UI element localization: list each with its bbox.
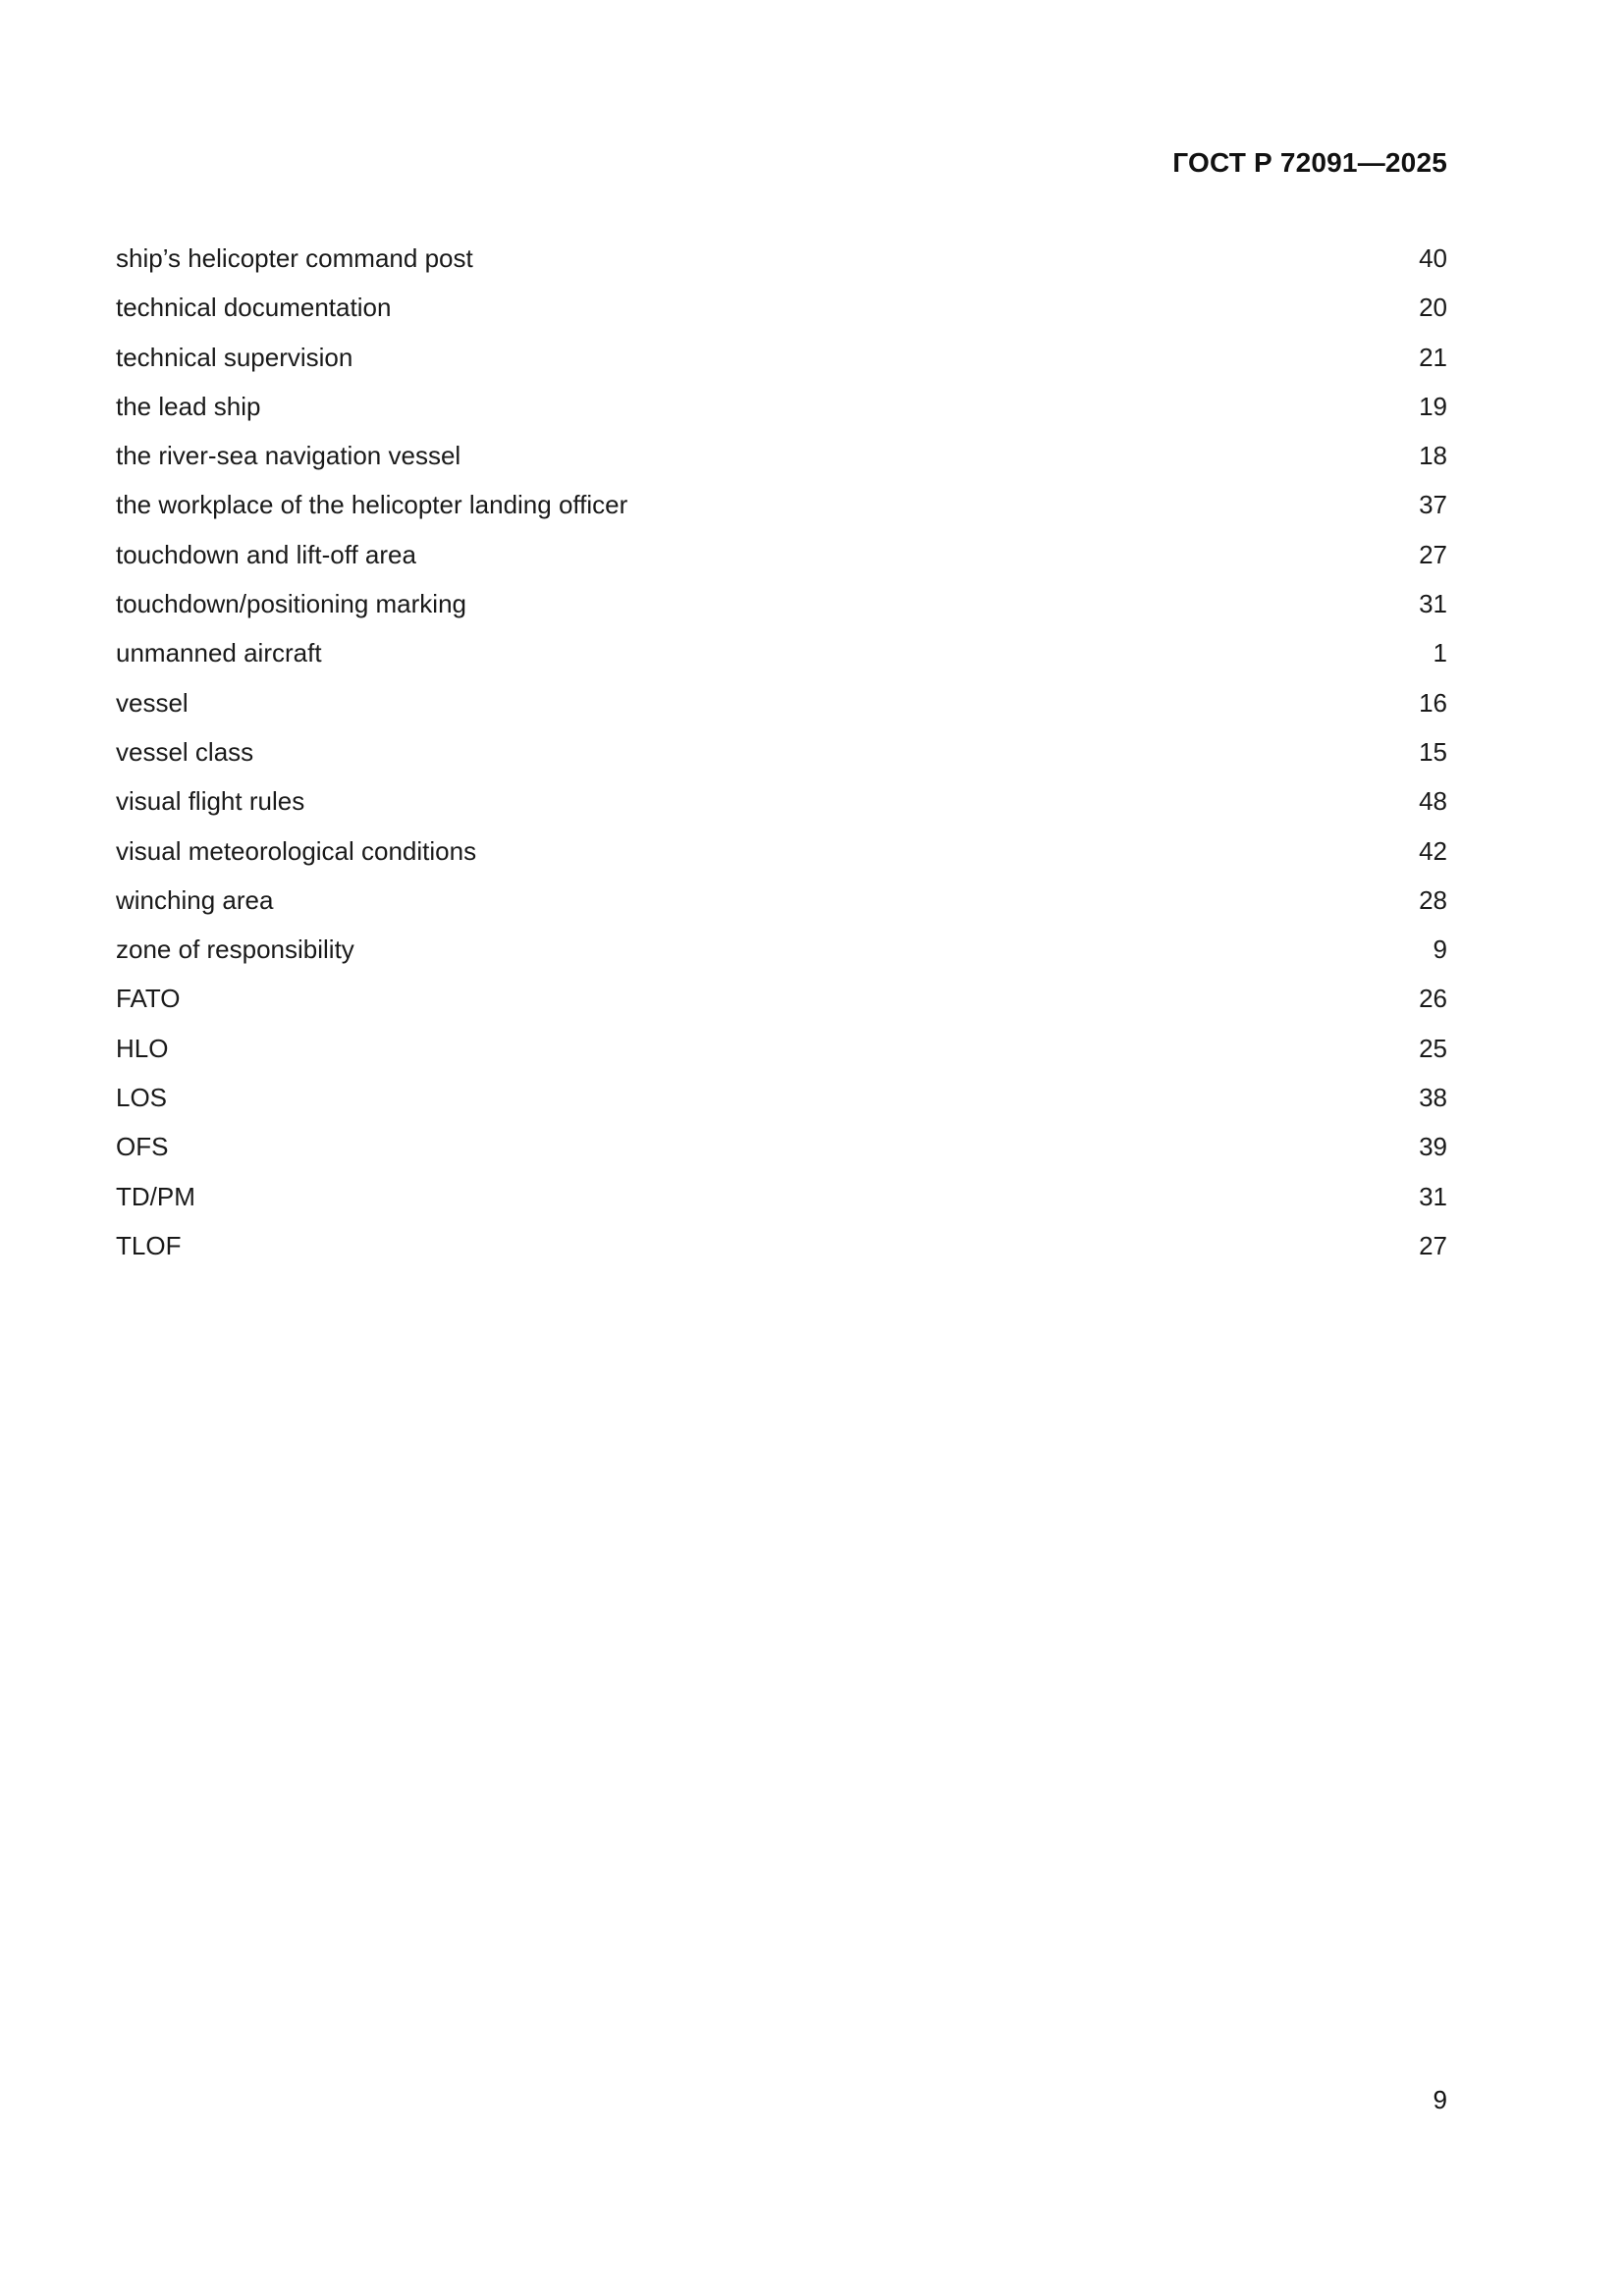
index-term-number: 38 [1419,1083,1447,1113]
index-row [116,827,1447,876]
page-header-standard-designation: ГОСТ Р 72091—2025 [1172,147,1447,178]
index-term-number: 31 [1419,589,1447,619]
index-term-number: 27 [1419,1230,1447,1260]
index-term: visual flight rules [116,786,305,817]
index-term-number: 1 [1433,638,1447,668]
index-term: vessel class [116,736,254,767]
index-row [116,925,1447,974]
index-term-number: 25 [1419,1033,1447,1063]
index-row [116,1073,1447,1122]
index-term-number: 9 [1433,934,1447,965]
index-row [116,678,1447,727]
index-row [116,530,1447,579]
index-term-number: 19 [1419,391,1447,421]
index-term: touchdown and lift-off area [116,539,416,569]
index-term: zone of responsibility [116,934,354,965]
index-row [116,727,1447,776]
index-row [116,283,1447,332]
index-term: FATO [116,984,181,1014]
index-row [116,382,1447,431]
index-term-number: 31 [1419,1181,1447,1211]
index-term: unmanned aircraft [116,638,322,668]
index-term-number: 26 [1419,984,1447,1014]
index-row [116,1172,1447,1221]
index-term-number: 15 [1419,736,1447,767]
index-row [116,333,1447,382]
index-row [116,628,1447,677]
index-term-number: 27 [1419,539,1447,569]
index-term: ship’s helicopter command post [116,243,473,273]
index-term-number: 42 [1419,835,1447,866]
index-term-number: 20 [1419,293,1447,323]
index-term: the river-sea navigation vessel [116,441,461,471]
index-row [116,1122,1447,1171]
index-row [116,480,1447,529]
index-row [116,579,1447,628]
index-row [116,776,1447,826]
index-term-number: 18 [1419,441,1447,471]
index-row [116,234,1447,283]
index-row [116,876,1447,925]
index-term: the lead ship [116,391,261,421]
index-term: visual meteorological conditions [116,835,477,866]
index-row [116,974,1447,1023]
index-term: the workplace of the helicopter landing officer [116,490,628,520]
index-term-number: 48 [1419,786,1447,817]
index-term: technical documentation [116,293,392,323]
index-term-number: 39 [1419,1132,1447,1162]
index-row [116,431,1447,480]
index-term: LOS [116,1083,168,1113]
index-term: OFS [116,1132,169,1162]
index-term-number: 40 [1419,243,1447,273]
index-term: HLO [116,1033,169,1063]
index-term: technical supervision [116,342,353,372]
index-term-number: 28 [1419,884,1447,915]
index-term: vessel [116,687,189,718]
index-term: winching area [116,884,274,915]
index-term-number: 21 [1419,342,1447,372]
index-row [116,1221,1447,1270]
index-term: TLOF [116,1230,182,1260]
term-index-list [116,234,1447,1270]
index-term-number: 37 [1419,490,1447,520]
index-term: TD/PM [116,1181,195,1211]
page-number: 9 [1433,2085,1447,2114]
index-term: touchdown/positioning marking [116,589,466,619]
index-row [116,1024,1447,1073]
index-term-number: 16 [1419,687,1447,718]
